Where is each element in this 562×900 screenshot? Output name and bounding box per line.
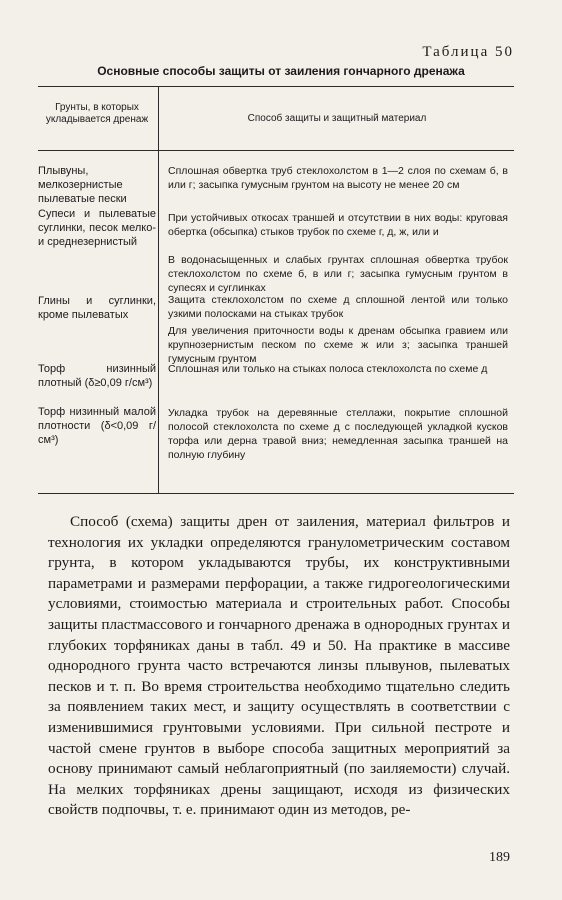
table-row-soil: Супеси и пылеватые суглинки, песок мелко- и среднезернистый <box>38 208 156 248</box>
table-row-method: Для увеличения приточности воды к дренам обсыпка гравием или крупнозернистым песком по схеме ж или з; засыпка траншей гумусным грунтом <box>168 325 508 365</box>
table-row-method: При устойчивых откосах траншей и отсутствии в них воды: круговая обертка (обсыпка) стыков трубок по схеме г, д, ж, или и <box>168 212 508 238</box>
table-top-rule <box>38 86 514 87</box>
table-row-method: Защита стеклохолстом по схеме д сплошной лентой или только узкими полосками на стыках трубок <box>168 294 508 320</box>
table-row-method: Укладка трубок на деревянные стеллажи, покрытие сплошной полосой стеклохолста по схеме д с последующей укладкой кусков торфа или дерна травой вниз; немедленная засыпка траншей на полную глубину <box>168 407 508 461</box>
table-header-method: Способ защиты и защитный материал <box>247 113 427 124</box>
table-row-method: Сплошная обвертка труб стеклохолстом в 1—2 слоя по схемам б, в или г; засыпка гумусным грунтом на высоту не менее 20 см <box>168 165 508 191</box>
table-bottom-rule <box>38 493 514 494</box>
table-row-soil: Плывуны, мелкозернистые пылеватые пески <box>38 165 127 205</box>
table-row-method: В водонасыщенных и слабых грунтах сплошная обвертка трубок стеклохолстом по схеме б, в или г; засыпка гумусным грунтом в супесях и суглинках <box>168 254 508 294</box>
table-column-divider <box>158 86 159 493</box>
body-paragraph: Способ (схема) защиты дрен от заиления, материал фильтров и технология их укладки определяются гранулометрическим составом грунта, в котором укладываются трубы, их конструктивными параметрами и размерами перфорации, а также гидрогеологическими условиями, стоимостью материала и строительных работ. Способы защиты пластмассового и гончарного дренажа в однородных грунтах и глубоких торфяниках даны в табл. 49 и 50. На практике в массиве однородного грунта часто встречаются линзы плывунов, пылеватых песков и т. п. Во время строительства необходимо тщательно следить за появлением таких мест, и защиту осуществлять в соответствии с изменившимися грунтовыми условиями. При сильной пестроте и частой смене грунтов в выборе способа защитных мероприятий за основу принимают самый неблагоприятный (по заиляемости) случай. На мелких торфяниках дрены защищают, исходя из физических свойств подпочвы, т. е. принимают один из методов, ре- <box>48 513 510 819</box>
table-title: Основные способы защиты от заиления гончарного дренажа <box>97 64 465 78</box>
table-row-soil: Торф низинный плотный (δ≥0,09 г/см³) <box>38 363 156 389</box>
table-row-soil: Торф низинный малой плотности (δ<0,09 г/см³) <box>38 406 156 446</box>
page-number: 189 <box>489 850 510 865</box>
table-number: Таблица 50 <box>422 44 514 60</box>
table-row-soil: Глины и суглинки, кроме пылеватых <box>38 295 156 321</box>
table-row-method: Сплошная или только на стыках полоса стеклохолста по схеме д <box>168 363 488 375</box>
table-header-soil: Грунты, в которых укладывается дренаж <box>45 102 149 125</box>
table-header-rule <box>38 150 514 151</box>
